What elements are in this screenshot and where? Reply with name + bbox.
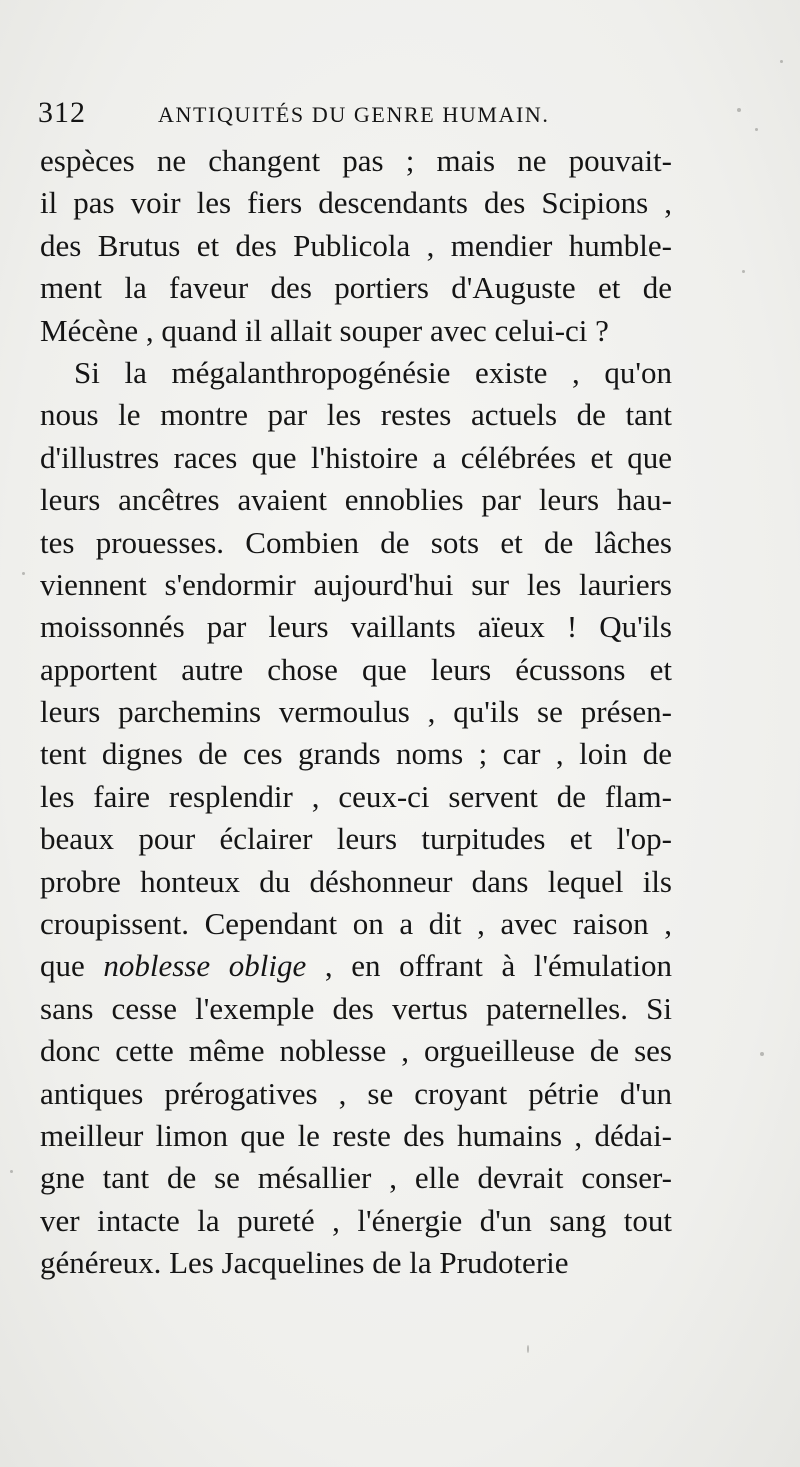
text-line: Si la mégalanthropogénésie existe , qu'on <box>74 354 672 390</box>
paper-speck <box>22 572 25 575</box>
paper-speck <box>760 1052 764 1056</box>
text-line: gne tant de se mésallier , elle devrait conser- <box>40 1160 672 1196</box>
page-header <box>38 96 718 136</box>
paper-speck <box>755 128 758 131</box>
text-line: sans cesse l'exemple des vertus paternelles. Si <box>40 990 672 1026</box>
text-line: leurs ancêtres avaient ennoblies par leurs hau- <box>40 482 672 518</box>
text-line: viennent s'endormir aujourd'hui sur les lauriers <box>40 566 672 602</box>
text-line: tes prouesses. Combien de sots et de lâches <box>40 524 672 560</box>
text-fragment: , en offrant à l'émulation <box>306 948 672 984</box>
running-head: ANTIQUITÉS DU GENRE HUMAIN. <box>158 102 550 127</box>
text-line: apportent autre chose que leurs écussons et <box>40 651 672 687</box>
text-line: moissonnés par leurs vaillants aïeux ! Qu'ils <box>40 609 672 645</box>
text-line: ment la faveur des portiers d'Auguste et de <box>40 270 672 306</box>
paper-speck <box>10 1170 13 1173</box>
text-line-with-italic <box>40 945 672 987</box>
text-line: tent dignes de ces grands noms ; car , loin de <box>40 736 672 772</box>
text-line: d'illustres races que l'histoire a célébrées et que <box>40 439 672 475</box>
text-line: probre honteux du déshonneur dans lequel ils <box>40 863 672 899</box>
page-number: 312 <box>38 96 86 129</box>
text-line: leurs parchemins vermoulus , qu'ils se présen- <box>40 694 672 730</box>
text-line: espèces ne changent pas ; mais ne pouvait- <box>40 143 672 178</box>
paper-speck <box>742 270 745 273</box>
text-fragment: que <box>40 948 104 984</box>
text-line: beaux pour éclairer leurs turpitudes et l'op- <box>40 821 672 857</box>
text-line: généreux. Les Jacquelines de la Prudoterie <box>40 1245 569 1281</box>
italic-phrase: noblesse oblige <box>103 948 307 984</box>
text-line: il pas voir les fiers descendants des Scipions , <box>40 185 672 221</box>
text-line: Mécène , quand il allait souper avec celui-ci ? <box>40 312 609 348</box>
text-line: ver intacte la pureté , l'énergie d'un sang tout <box>40 1202 672 1238</box>
body-text <box>40 140 672 1285</box>
text-line: nous le montre par les restes actuels de tant <box>40 397 672 433</box>
text-line: des Brutus et des Publicola , mendier humble- <box>40 227 672 263</box>
text-line: meilleur limon que le reste des humains , dédai- <box>40 1117 672 1153</box>
text-line: croupissent. Cependant on a dit , avec raison , <box>40 906 672 942</box>
paper-speck <box>527 1345 529 1353</box>
text-line: les faire resplendir , ceux-ci servent de flam- <box>40 778 672 814</box>
paper-speck <box>737 108 741 112</box>
text-line: donc cette même noblesse , orgueilleuse de ses <box>40 1033 672 1069</box>
paper-speck <box>780 60 783 63</box>
text-line: antiques prérogatives , se croyant pétrie d'un <box>40 1075 672 1111</box>
